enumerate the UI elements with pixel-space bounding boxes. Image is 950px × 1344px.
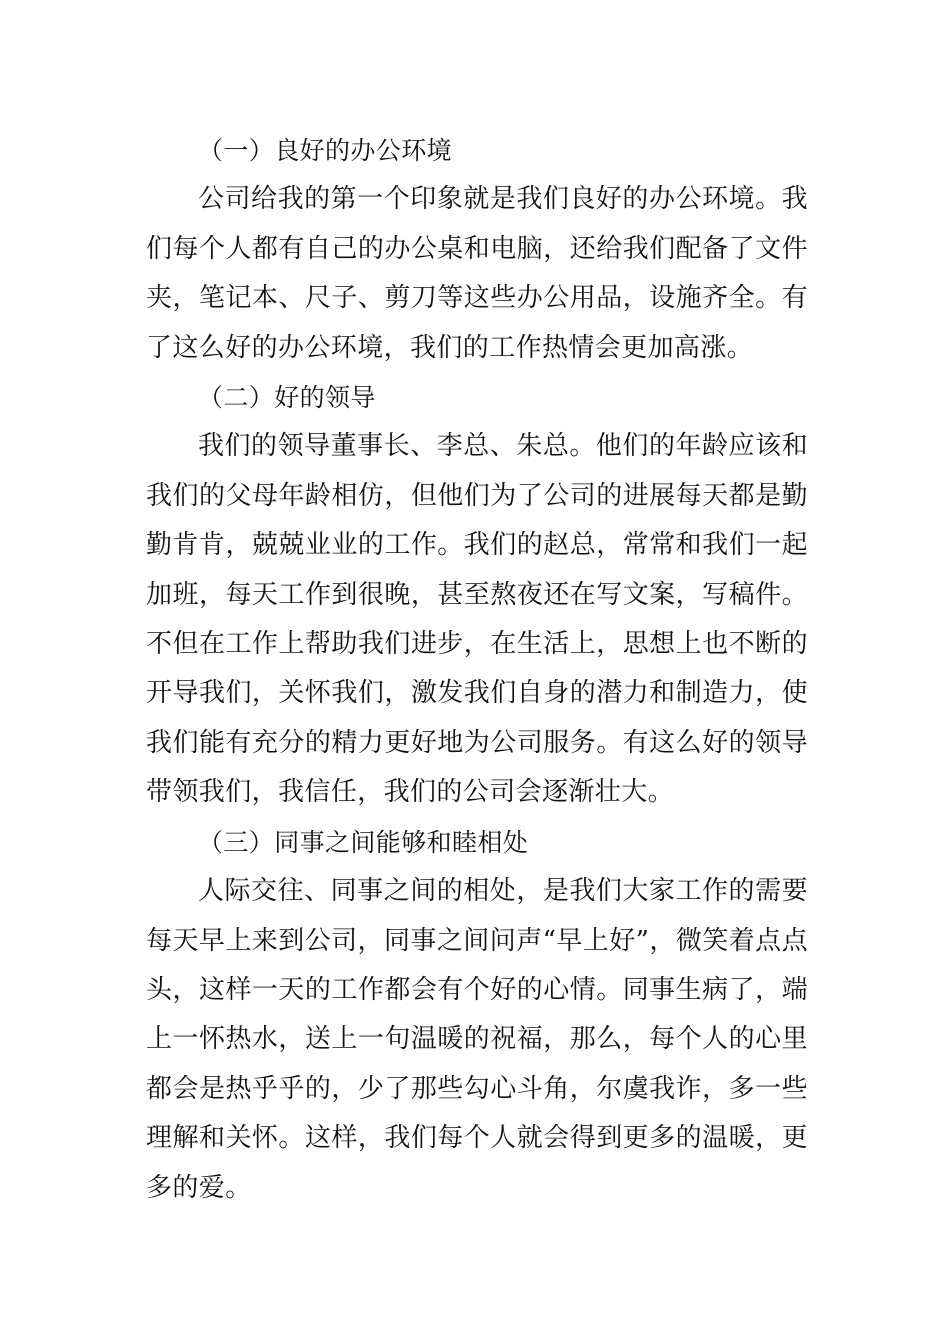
- section-good-leaders: [146, 373, 808, 818]
- section-colleague-harmony: [146, 818, 808, 1213]
- section-office-environment: [146, 126, 808, 373]
- section-heading: （三）同事之间能够和睦相处: [198, 827, 529, 857]
- section-heading: （一）良好的办公环境: [198, 136, 453, 165]
- document-body: [146, 126, 808, 1213]
- section-heading: （二）好的领导: [198, 383, 376, 413]
- section-paragraph: 人际交往、同事之间的相处，是我们大家工作的需要每天早上来到公司，同事之间问声“早上好”，微笑着点点头，这样一天的工作都会有个好的心情。同事生病了，端上一怀热水，送上一句温暖的祝福，那么，每个人的心里都会是热乎乎的，少了那些勾心斗角，尔虞我诈，多一些理解和关怀。这样，我们每个人就会得到更多的温暖，更多的爱。: [146, 876, 808, 1203]
- section-paragraph: 我们的领导董事长、李总、朱总。他们的年龄应该和我们的父母年龄相仿，但他们为了公司的进展每天都是勤勤肯肯，兢兢业业的工作。我们的赵总，常常和我们一起加班，每天工作到很晚，甚至熬夜还在写文案，写稿件。不但在工作上帮助我们进步，在生活上，思想上也不断的开导我们，关怀我们，激发我们自身的潜力和制造力，使我们能有充分的精力更好地为公司服务。有这么好的领导带领我们，我信任，我们的公司会逐渐壮大。: [146, 431, 808, 808]
- section-paragraph: 公司给我的第一个印象就是我们良好的办公环境。我们每个人都有自己的办公桌和电脑，还给我们配备了文件夹，笔记本、尺子、剪刀等这些办公用品，设施齐全。有了这么好的办公环境，我们的工作热情会更加高涨。: [146, 184, 808, 363]
